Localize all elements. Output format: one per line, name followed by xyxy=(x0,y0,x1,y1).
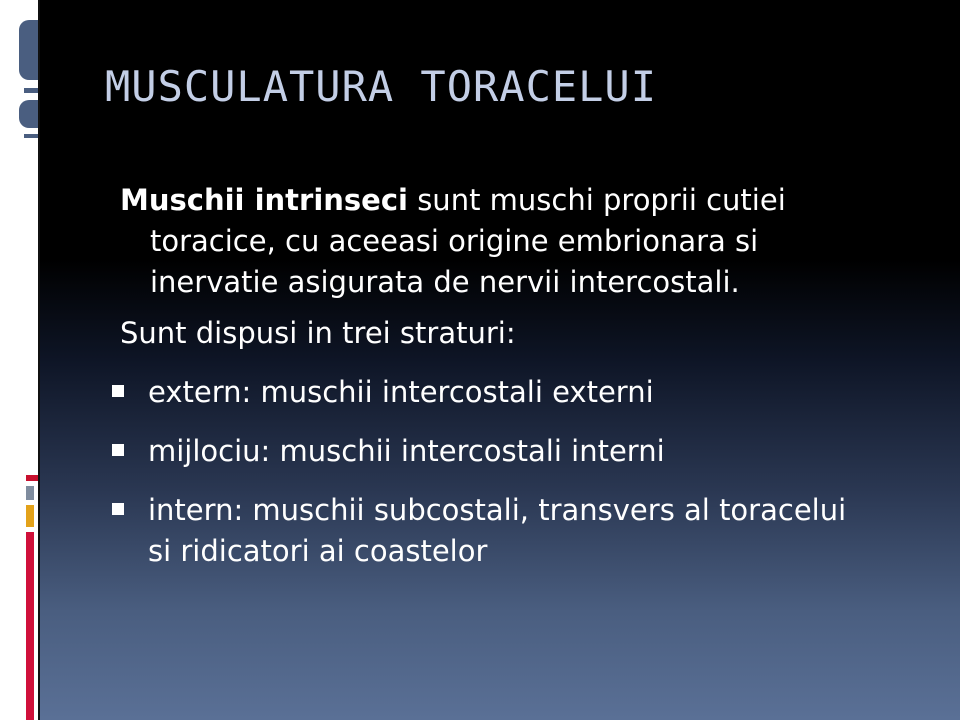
list-item xyxy=(112,372,872,413)
slide-body xyxy=(120,180,880,590)
slide-title: MUSCULATURA TORACELUI xyxy=(105,62,658,111)
list-item xyxy=(112,431,872,472)
square-bullet-icon xyxy=(112,444,124,456)
decor-tab xyxy=(24,134,38,138)
subheading: Sunt dispusi in trei straturi: xyxy=(120,316,516,350)
decor-tab xyxy=(24,88,38,93)
intro-text: sunt muschi proprii cutiei toracice, cu aceeasi origine embrionara si inervatie asigurata de nervii intercostali. xyxy=(150,183,786,299)
decor-accent-red xyxy=(26,532,34,720)
decor-accent-gold xyxy=(26,505,34,527)
bullet-list xyxy=(112,372,872,572)
bullet-text: mijlociu: muschii intercostali interni xyxy=(148,434,665,468)
square-bullet-icon xyxy=(112,385,124,397)
bullet-text: extern: muschii intercostali externi xyxy=(148,375,654,409)
left-decor-edge xyxy=(38,0,40,720)
decor-tab xyxy=(19,100,38,128)
square-bullet-icon xyxy=(112,503,124,515)
list-item xyxy=(112,490,872,572)
decor-accent-gray xyxy=(26,475,38,481)
intro-paragraph xyxy=(120,180,880,303)
intro-bold-term: Muschii intrinseci xyxy=(120,183,408,217)
bullet-text: intern: muschii subcostali, transvers al toracelui si ridicatori ai coastelor xyxy=(148,493,847,568)
decor-tab xyxy=(19,20,38,80)
decor-accent-gray xyxy=(26,486,34,500)
